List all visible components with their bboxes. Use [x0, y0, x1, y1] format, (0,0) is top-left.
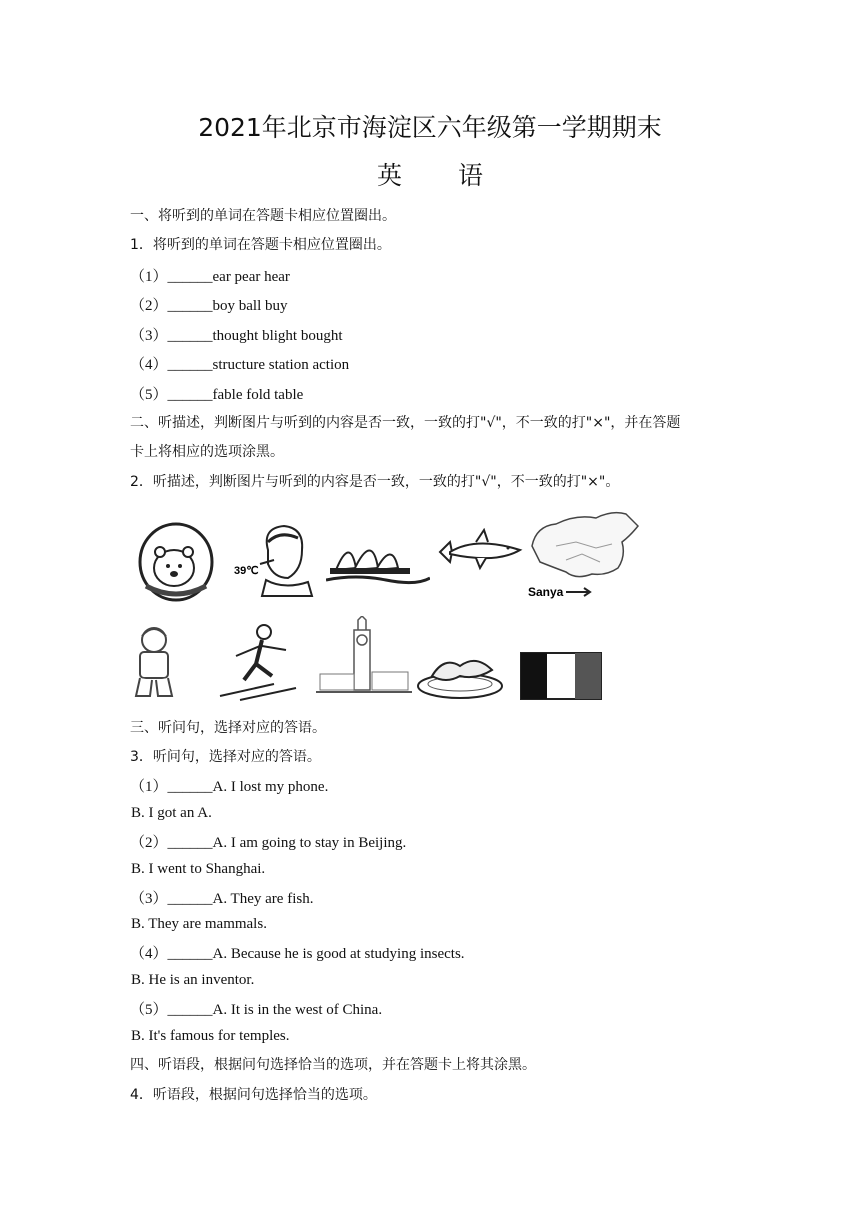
section2-heading-line1: 二、听描述，判断图片与听到的内容是否一致，一致的打"√"，不一致的打"×"，并在答题 [130, 415, 681, 431]
food-plate-picture [414, 650, 506, 702]
section4-question: 4．听语段，根据问句选择恰当的选项。 [130, 1087, 377, 1103]
section1-question: 1．将听到的单词在答题卡相应位置圈出。 [130, 237, 391, 253]
section3-item-5-b: B. It's famous for temples. [131, 1028, 290, 1044]
subject-char-1: 英 [377, 161, 403, 190]
section1-item-4: （4）______structure station action [130, 357, 350, 373]
section1-item-1: （1）______ear pear hear [130, 269, 290, 285]
shark-picture [436, 528, 524, 578]
child-sitting-picture [130, 622, 178, 702]
sanya-label: Sanya [528, 585, 564, 599]
china-map-picture [526, 506, 646, 602]
section3-heading: 三、听问句，选择对应的答语。 [130, 720, 326, 736]
flag-picture [520, 652, 602, 700]
section3-item-3-b: B. They are mammals. [131, 916, 267, 932]
big-ben-picture [316, 616, 412, 696]
sick-person-picture [232, 520, 314, 598]
section3-item-5-a: （5）______A. It is in the west of China. [130, 1002, 383, 1018]
section3-question: 3．听问句，选择对应的答语。 [130, 749, 321, 765]
section3-item-1-b: B. I got an A. [131, 805, 212, 821]
section2-heading-line2: 卡上将相应的选项涂黑。 [130, 444, 284, 460]
section1-heading: 一、将听到的单词在答题卡相应位置圈出。 [130, 208, 396, 224]
section3-item-4-a: （4）______A. Because he is good at studying insects. [130, 946, 465, 962]
opera-house-picture [326, 530, 430, 586]
section4-heading: 四、听语段，根据问句选择恰当的选项，并在答题卡上将其涂黑。 [130, 1057, 536, 1073]
page-subtitle [0, 156, 860, 192]
section3-item-3-a: （3）______A. They are fish. [130, 891, 314, 907]
section3-item-4-b: B. He is an inventor. [131, 972, 255, 988]
thermometer-label: 39℃ [234, 565, 259, 577]
skier-picture [216, 620, 300, 702]
section3-item-2-a: （2）______A. I am going to stay in Beijing. [130, 835, 407, 851]
section1-item-2: （2）______boy ball buy [130, 298, 288, 314]
page-title: 2021年北京市海淀区六年级第一学期期末 [198, 113, 662, 142]
section2-question: 2．听描述，判断图片与听到的内容是否一致，一致的打"√"，不一致的打"×"。 [130, 474, 620, 490]
polar-bear-picture [136, 516, 216, 602]
section3-item-2-b: B. I went to Shanghai. [131, 861, 266, 877]
section1-item-3: （3）______thought blight bought [130, 328, 343, 344]
section1-item-5: （5）______fable fold table [130, 387, 304, 403]
subject-char-2: 语 [457, 161, 483, 190]
section3-item-1-a: （1）______A. I lost my phone. [130, 779, 329, 795]
